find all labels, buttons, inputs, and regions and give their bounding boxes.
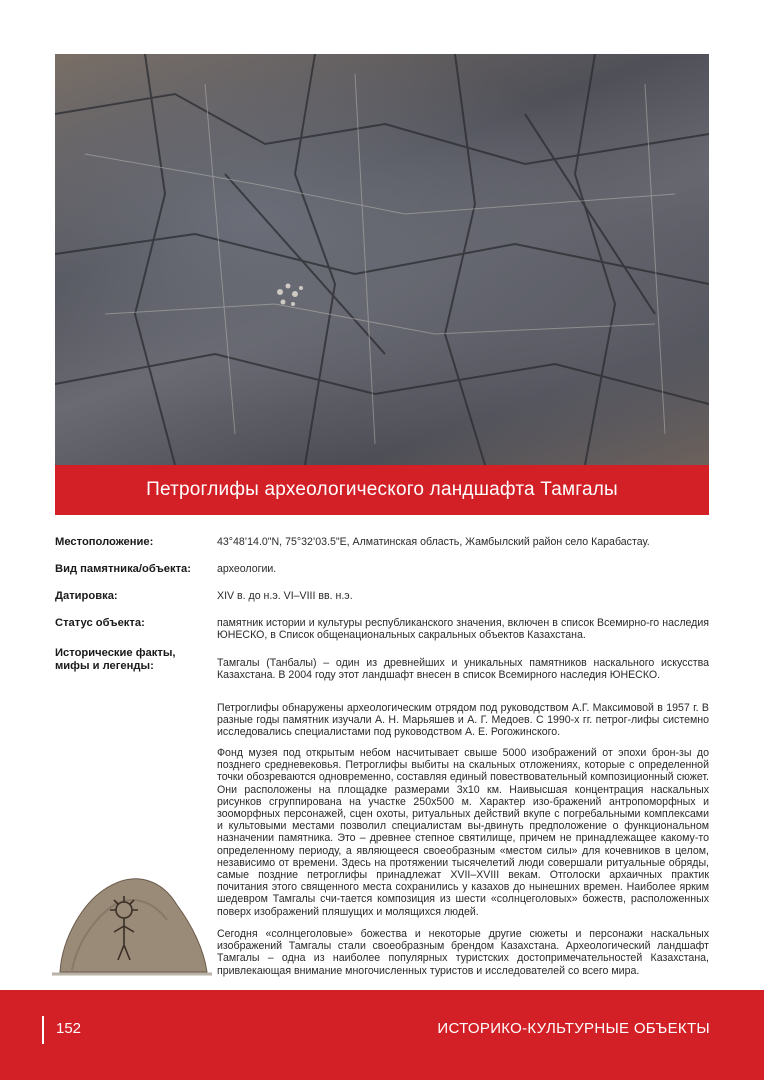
history-paragraph: Тамгалы (Танбалы) – один из древнейших и уникальных памятников наскального искусства Казахстана. В 2004 году этот ландшафт внесен в список Всемирного наследия ЮНЕСКО. — [217, 657, 709, 682]
field-label: Датировка: — [55, 590, 118, 602]
field-value: археологии. — [217, 563, 277, 575]
section-title: ИСТОРИКО-КУЛЬТУРНЫЕ ОБЪЕКТЫ — [437, 1020, 710, 1037]
petroglyph-stone-illustration — [52, 860, 212, 980]
page-title — [55, 465, 709, 515]
field-value: 43°48’14.0"N, 75°32’03.5"E, Алматинская область, Жамбылский район село Карабастау. — [217, 536, 650, 548]
rock-petroglyphs-photo — [55, 54, 709, 465]
rock-texture-graphic — [55, 54, 709, 465]
footer-divider — [42, 1016, 44, 1044]
history-paragraph: Фонд музея под открытым небом насчитывает свыше 5000 изображений от эпохи брон-зы до позднего средневековья. Петроглифы выбиты на скальных отложениях, которые с определенной точки обозреваются одновременно, составляя единый повествовательный композиционный сюжет. Они расположены на площадке размерами 3х10 км. Наивысшая концентрация наскальных рисунков сгруппирована на участке 250х500 м. Характер изо-бражений антропоморфных и зооморфных персонажей, сцен охоты, ритуальных действий вкупе с погребальными комплексами и культовыми местами позволил специалистам вы-двинуть предположение о функциональном назначении памятника. Это – древнее степное святилище, причем не принадлежащее какому-то определенному периоду, а являющееся своеобразным «местом силы» для кочевников в целом, независимо от времени. Здесь на протяжении тысячелетий люди совершали ритуальные обряды, самые поздние петроглифы принадлежат XVII–XVIII векам. Отголоски архаичных практик почитания этого священного места сохранились у казахов до нынешних времен. Наиболее ярким шедевром Тамгалы счи-тается композиция из шести «солнцеголовых» божеств, расположенных поверх изображений пляшущих и молящихся людей. — [217, 747, 709, 918]
footer-bar — [0, 990, 764, 1080]
history-paragraph: Сегодня «солнцеголовые» божества и некоторые другие сюжеты и персонажи наскальных изображений Тамгалы стали своеобразным брендом Казахстана. Археологический ландшафт Тамгалы – одна из наиболее популярных туристских достопримечательностей Казахстана, привлекающая внимание многочисленных туристов и исследователей со всего мира. — [217, 928, 709, 977]
field-label: Вид памятника/объекта: — [55, 563, 191, 575]
page-title-text: Петроглифы археологического ландшафта Тамгалы — [146, 479, 618, 500]
stone-graphic — [52, 860, 212, 980]
page-number: 152 — [56, 1020, 82, 1037]
field-label: Исторические факты, мифы и легенды: — [55, 647, 176, 672]
field-value: XIV в. до н.э. VI–VIII вв. н.э. — [217, 590, 353, 602]
field-label: Статус объекта: — [55, 617, 145, 629]
field-label: Местоположение: — [55, 536, 154, 548]
field-value: памятник истории и культуры республиканского значения, включен в список Всемирно-го наследия ЮНЕСКО, в Список общенациональных сакральных объектов Казахстана. — [217, 617, 709, 642]
history-paragraph: Петроглифы обнаружены археологическим отрядом под руководством А.Г. Максимовой в 1957 г. В разные годы памятник изучали А. Н. Марьяшев и А. Г. Медоев. С 1990-х гг. петрог-лифы системно исследовались специалистами под руководством А. Е. Рогожинского. — [217, 702, 709, 739]
